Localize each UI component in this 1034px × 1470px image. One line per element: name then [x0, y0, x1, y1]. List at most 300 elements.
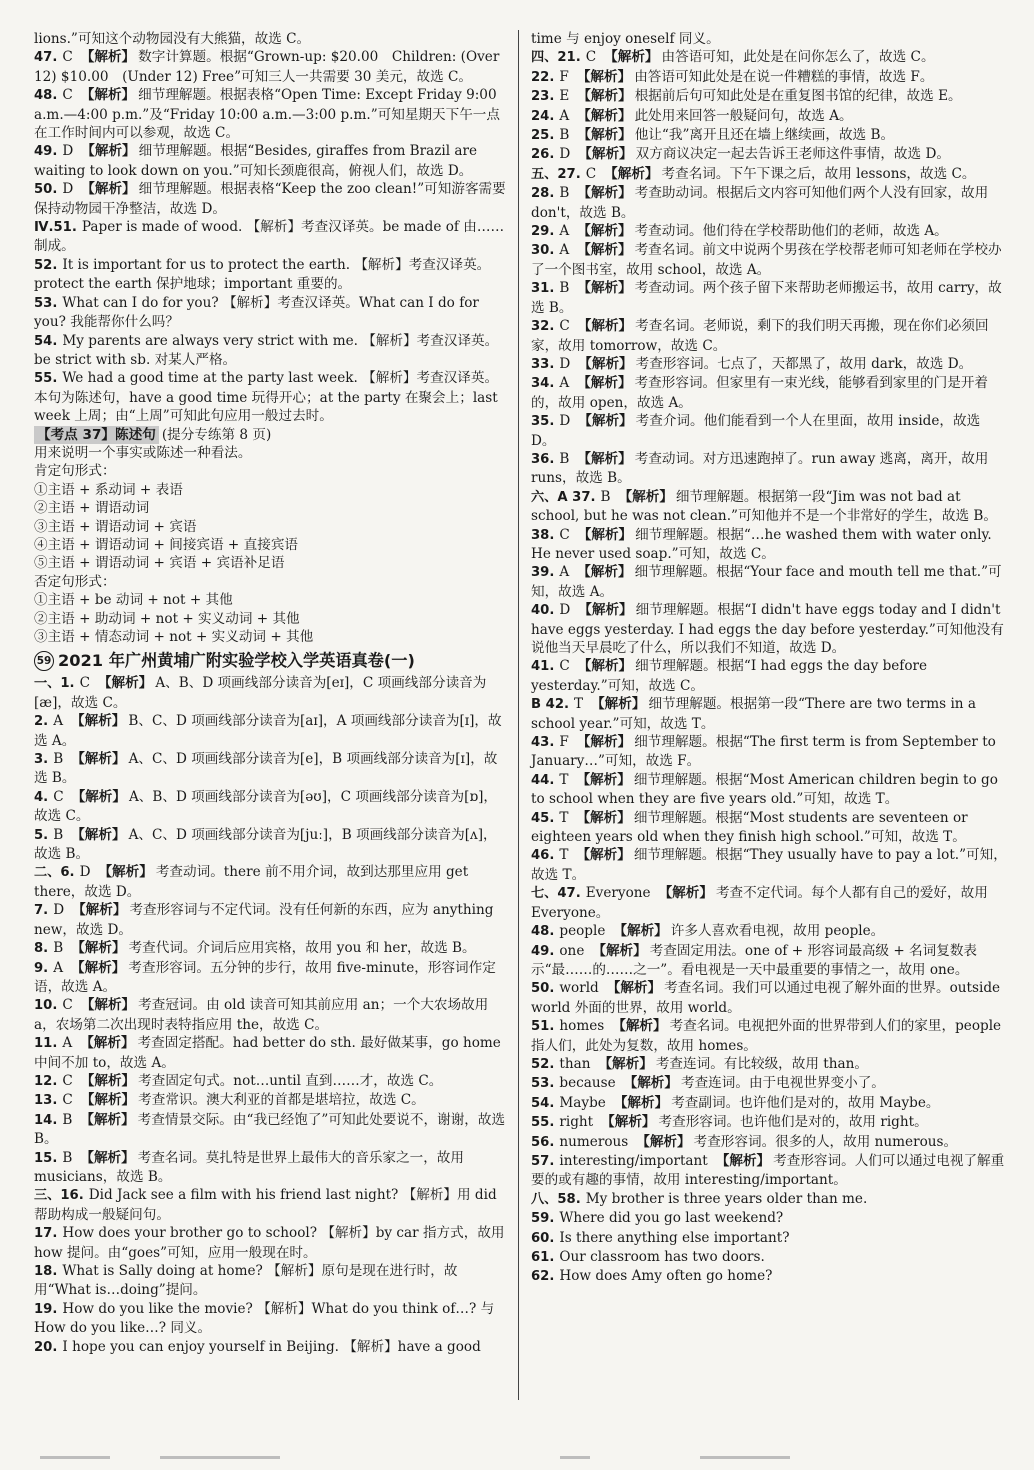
item-text: 细节理解题。根据“Most students are seventeen or eighteen years old when they finish high school.”可知，故选 T。 — [531, 809, 968, 846]
item-text: 考查形容词与不定代词。没有任何新的东西，应为 anything new，故选 D。 — [34, 902, 494, 938]
item-number: 41. — [531, 659, 555, 675]
analysis-tag: 【解析】 — [613, 923, 668, 940]
item-number: 57. — [531, 1153, 555, 1169]
edge-mark — [160, 1456, 280, 1459]
item-answer: B — [62, 1111, 73, 1128]
answer-item — [531, 107, 1007, 126]
item-answer: D — [559, 355, 571, 372]
analysis-tag: 【解析】 — [97, 675, 153, 692]
item-answer: B — [559, 185, 570, 202]
item-text: 考查连词。有比较级，故用 than。 — [655, 1055, 868, 1072]
item-text: 细节理解题。根据“I had eggs the day before yesterday.”可知，故选 C。 — [531, 658, 928, 694]
item-number: 三、16. — [34, 1188, 84, 1204]
scan-edge-marks — [0, 1450, 1034, 1470]
item-number: 28. — [531, 186, 555, 202]
exam-answer-list — [34, 674, 508, 1357]
note-line: ①主语 + be 动词 + not + 其他 — [34, 592, 233, 609]
item-text: 由答语可知，此处是在问你怎么了，故选 C。 — [661, 49, 935, 66]
item-text: How does Amy often go home? — [559, 1268, 773, 1285]
item-number: 49. — [531, 943, 555, 959]
analysis-tag: 【解析】 — [577, 526, 633, 543]
note-line: ④主语 + 谓语动词 + 间接宾语 + 直接宾语 — [34, 536, 299, 553]
item-text: 细节理解题。根据表格“Keep the zoo clean!”可知游客需要保持动物园干净整洁，故选 D。 — [34, 181, 506, 217]
item-text: 细节理解题。根据表格“Open Time: Except Friday 9:00 a.m.—4:00 p.m.”及“Friday 10:00 a.m.—3:00 p.m.”可知星期天下午一点在工作时间内可以参观，故选 C。 — [34, 87, 500, 142]
analysis-tag: 【解析】 — [658, 885, 713, 902]
analysis-tag: 【解析】 — [606, 980, 662, 997]
item-answer: C — [79, 675, 90, 692]
item-answer: F — [559, 68, 569, 85]
item-text: 细节理解题。根据“Besides, giraffes from Brazil are waiting to look down on you.”可知长颈鹿很高，俯视人们，故选 D。 — [34, 143, 478, 179]
answer-item — [34, 901, 508, 939]
item-answer: B — [62, 1149, 73, 1166]
left-answer-list — [34, 30, 508, 426]
item-text: 根据前后句可知此处是在重复图书馆的纪律，故选 E。 — [634, 88, 962, 105]
exam-title — [34, 650, 508, 672]
item-text: 考查固定搭配。had better do sth. 最好做某事，go home 中间不加 to，故选 A。 — [34, 1035, 501, 1071]
item-number: 八、58. — [531, 1191, 581, 1207]
answer-item — [531, 809, 1007, 847]
analysis-tag: 【解析】 — [577, 242, 632, 259]
item-text: 细节理解题。根据第一段“There are two terms in a school year.”可知，故选 T。 — [531, 696, 976, 732]
answer-item — [531, 30, 1007, 48]
answer-item — [531, 126, 1007, 145]
item-number: 35. — [531, 414, 555, 430]
answer-item — [531, 1248, 1007, 1267]
item-number: 53. — [531, 1076, 555, 1092]
answer-item — [531, 68, 1007, 87]
note-line: ②主语 + 助动词 + not + 实义动词 + 其他 — [34, 610, 300, 627]
item-number: 11. — [34, 1036, 58, 1052]
item-answer: T — [559, 847, 569, 864]
item-number: 23. — [531, 89, 555, 105]
item-answer: A — [559, 107, 570, 124]
item-text: 细节理解题。根据第一段“Jim was not bad at school, but he was not clean.”可知他并不是一个非常好的学生，故选 B。 — [531, 488, 997, 525]
item-number: 8. — [34, 941, 49, 957]
answer-item — [531, 942, 1007, 980]
right-column — [531, 30, 1007, 1287]
item-answer: A — [559, 242, 570, 259]
item-text: 考查动词。两个孩子留下来帮助老师搬运书，故用 carry，故选 B。 — [531, 280, 1002, 316]
answer-item — [34, 48, 508, 86]
answer-item — [34, 939, 508, 958]
item-text: 考查固定用法。one of + 形容词最高级 + 名词复数表示“最……的……之一”。看电视是一天中最重要的事情之一，故用 one。 — [531, 942, 978, 978]
analysis-tag: 【解析】 — [577, 185, 632, 202]
item-text: How do you like the movie? 【解析】What do you think of…? 与 How do you like…? 同义。 — [34, 1300, 495, 1337]
item-answer: D — [559, 602, 571, 619]
item-text: Is there anything else important? — [559, 1229, 790, 1246]
answer-item — [531, 1017, 1007, 1055]
answer-item — [531, 733, 1007, 771]
answer-item — [531, 222, 1007, 241]
column-divider — [518, 30, 519, 1400]
item-answer: B — [559, 127, 570, 144]
item-number: 36. — [531, 451, 555, 467]
analysis-tag: 【解析】 — [576, 734, 632, 751]
item-number: 13. — [34, 1093, 58, 1109]
item-text: 考查冠词。由 old 读音可知其前应用 an；一个大农场故用 a，农场第二次出现时表特指应用 the，故选 C。 — [34, 997, 489, 1033]
item-number: 31. — [531, 281, 555, 297]
item-answer: A — [559, 375, 570, 392]
item-text: 考查形容词。很多的人，故用 numerous。 — [693, 1133, 958, 1150]
item-number: B 42. — [531, 697, 570, 713]
analysis-tag: 【解析】 — [578, 146, 633, 163]
item-number: 53. — [34, 295, 58, 311]
item-number: Ⅳ.51. — [34, 220, 77, 236]
item-text: 考查形容词。但家里有一束光线，能够看到家里的门是开着的，故用 open，故选 A。 — [531, 375, 989, 411]
note-line: 用来说明一个事实或陈述一种看法。 — [34, 444, 252, 461]
analysis-tag: 【解析】 — [577, 318, 633, 335]
analysis-tag: 【解析】 — [71, 751, 126, 768]
item-answer: B — [600, 488, 611, 505]
item-text: time 与 enjoy oneself 同义。 — [531, 31, 720, 47]
answer-item — [34, 369, 508, 425]
analysis-tag: 【解析】 — [592, 942, 647, 959]
answer-item — [531, 1055, 1007, 1074]
answer-item — [531, 241, 1007, 279]
item-answer: B — [559, 280, 570, 297]
item-text: What can I do for you? 【解析】考查汉译英。What can I do for you? 我能帮你什么吗？ — [34, 294, 479, 331]
item-answer: C — [62, 997, 73, 1014]
analysis-tag: 【解析】 — [715, 1152, 771, 1169]
item-answer: C — [559, 526, 570, 543]
answer-item — [34, 826, 508, 864]
answer-item — [34, 788, 508, 826]
item-answer: B — [53, 826, 64, 843]
analysis-tag: 【解析】 — [80, 1072, 136, 1089]
item-number: 7. — [34, 903, 49, 919]
analysis-tag: 【解析】 — [577, 658, 633, 675]
answer-item — [531, 1229, 1007, 1248]
item-number: 五、27. — [531, 166, 581, 182]
answer-item — [531, 979, 1007, 1017]
analysis-tag: 【解析】 — [577, 88, 632, 105]
analysis-tag: 【解析】 — [80, 49, 136, 66]
item-answer: D — [559, 413, 571, 430]
item-text: 考查名词。电视把外面的世界带到人们的家里，people 指人们，此处为复数，故用 homes。 — [531, 1018, 1002, 1054]
item-number: 14. — [34, 1112, 58, 1128]
kaodian-tag: 【考点 37】陈述句 — [34, 426, 159, 444]
item-number: 52. — [531, 1056, 555, 1072]
item-text: 他让“我”离开且还在墙上继续画，故选 B。 — [634, 127, 895, 144]
item-text: 双方商议决定一起去告诉王老师这件事情，故选 D。 — [635, 146, 950, 163]
item-text: How does your brother go to school? 【解析】by car 指方式，故用 how 提问。由“goes”可知，应用一般现在时。 — [34, 1225, 505, 1261]
answer-item — [531, 884, 1007, 922]
answer-item — [34, 1300, 508, 1338]
item-answer: A — [62, 1035, 73, 1052]
answer-item — [34, 1338, 508, 1357]
analysis-tag: 【解析】 — [81, 143, 136, 160]
item-text: A、C、D 项画线部分读音为[juː]，B 项画线部分读音为[ʌ]，故选 B。 — [34, 826, 497, 863]
answer-item — [531, 374, 1007, 412]
item-text: 考查形容词。五分钟的步行，故用 five-minute，形容词作定语，故选 A。 — [34, 959, 496, 995]
item-number: 33. — [531, 356, 555, 372]
answer-item — [34, 1072, 508, 1091]
item-text: A、C、D 项画线部分读音为[e]，B 项画线部分读音为[ɪ]，故选 B。 — [34, 751, 498, 787]
answer-item — [34, 86, 508, 142]
item-number: 3. — [34, 752, 49, 768]
right-answer-list — [531, 30, 1007, 1287]
item-number: 24. — [531, 108, 555, 124]
item-number: 39. — [531, 565, 555, 581]
edge-mark — [700, 1456, 790, 1459]
item-answer: numerous — [559, 1133, 629, 1150]
item-answer: E — [559, 88, 570, 105]
item-number: 22. — [531, 69, 555, 85]
analysis-tag: 【解析】 — [604, 49, 659, 66]
analysis-tag: 【解析】 — [80, 1111, 135, 1128]
item-answer: T — [559, 809, 569, 826]
item-number: 10. — [34, 998, 58, 1014]
item-number: 七、47. — [531, 886, 581, 902]
item-number: 12. — [34, 1073, 58, 1089]
answer-item — [34, 1149, 508, 1187]
item-answer: B — [53, 751, 64, 768]
analysis-tag: 【解析】 — [71, 713, 126, 730]
answer-item — [531, 922, 1007, 941]
item-number: 40. — [531, 603, 555, 619]
item-text: 由答语可知此处是在说一件糟糕的事情，故选 F。 — [634, 68, 934, 85]
item-text: What is Sally doing at home? 【解析】原句是现在进行时，故用“What is…doing”提问。 — [34, 1263, 458, 1299]
item-answer: D — [79, 864, 91, 881]
item-text: Our classroom has two doors. — [559, 1249, 765, 1265]
item-number: 55. — [34, 371, 58, 387]
item-text: Where did you go last weekend? — [559, 1210, 784, 1227]
answer-item — [531, 695, 1007, 733]
note-line: ③主语 + 情态动词 + not + 实义动词 + 其他 — [34, 629, 314, 645]
item-number: 19. — [34, 1301, 58, 1317]
answer-item — [531, 87, 1007, 106]
kaodian-heading — [34, 426, 508, 444]
item-answer: C — [53, 788, 64, 805]
item-number: 38. — [531, 527, 555, 543]
item-answer: B — [53, 940, 64, 957]
analysis-tag: 【解析】 — [578, 355, 633, 372]
item-answer: B — [559, 450, 570, 467]
answer-item — [531, 488, 1007, 526]
exam-number-badge: 59 — [34, 651, 54, 671]
item-text: 细节理解题。根据“I didn't have eggs today and I didn't have eggs yesterday. I had eggs the day before yesterday.”可知他没有说他当天早晨吃了什么，所以我们不知道，故选 D。 — [531, 602, 1004, 656]
answer-item — [34, 674, 508, 712]
analysis-tag: 【解析】 — [604, 165, 659, 182]
answer-item — [34, 1111, 508, 1149]
item-text: A、B、D 项画线部分读音为[eɪ]，C 项画线部分读音为[æ]，故选 C。 — [34, 675, 487, 711]
note-line: ①主语 + 系动词 + 表语 — [34, 481, 183, 498]
answer-item — [34, 30, 508, 48]
answer-item — [531, 771, 1007, 809]
answer-item — [531, 1094, 1007, 1113]
analysis-tag: 【解析】 — [576, 68, 632, 85]
item-answer: D — [559, 146, 571, 163]
note-line: ③主语 + 谓语动词 + 宾语 — [34, 518, 197, 535]
item-answer: D — [62, 181, 74, 198]
answer-item — [531, 1209, 1007, 1228]
item-number: 47. — [34, 50, 58, 66]
item-number: 62. — [531, 1269, 555, 1285]
item-answer: people — [559, 923, 606, 940]
answer-item — [531, 1152, 1007, 1190]
answer-item — [34, 863, 508, 901]
answer-item — [531, 1074, 1007, 1093]
item-number: 48. — [531, 924, 555, 940]
answer-item — [531, 184, 1007, 222]
item-text: 细节理解题。根据“…he washed them with water only. He never used soap.”可知，故选 C。 — [531, 526, 992, 562]
item-answer: world — [559, 980, 599, 997]
item-number: 49. — [34, 144, 58, 160]
answer-item — [34, 332, 508, 370]
note-line: 否定句形式： — [34, 573, 116, 590]
item-text: My parents are always very strict with me. 【解析】考查汉译英。be strict with sb. 对某人严格。 — [34, 332, 499, 368]
item-answer: C — [62, 49, 73, 66]
analysis-tag: 【解析】 — [601, 1114, 656, 1131]
item-answer: D — [62, 143, 74, 160]
item-answer: C — [585, 165, 597, 182]
analysis-tag: 【解析】 — [577, 280, 632, 297]
item-text: 考查名词。前文中说两个男孩在学校帮老师可知老师在学校办了一个图书室，故用 school，故选 A。 — [531, 242, 1002, 278]
item-answer: C — [62, 1072, 73, 1089]
analysis-tag: 【解析】 — [80, 1035, 135, 1052]
item-text: 考查常识。澳大利亚的首都是堪培拉，故选 C。 — [138, 1092, 425, 1109]
item-text: 考查情景交际。由“我已经饱了”可知此处要说不，谢谢，故选 B。 — [34, 1111, 506, 1148]
item-text: 考查副词。也许他们是对的，故用 Maybe。 — [671, 1094, 940, 1111]
answer-item — [531, 279, 1007, 317]
item-text: B、C、D 项画线部分读音为[aɪ]，A 项画线部分读音为[ɪ]，故选 A。 — [34, 713, 502, 749]
item-number: 15. — [34, 1150, 58, 1166]
item-number: 26. — [531, 147, 555, 163]
edge-mark — [560, 1456, 590, 1459]
item-answer: interesting/important — [559, 1152, 708, 1169]
item-answer: A — [559, 223, 570, 240]
item-number: 32. — [531, 319, 555, 335]
analysis-tag: 【解析】 — [577, 375, 632, 392]
item-text: A、B、D 项画线部分读音为[əʊ]，C 项画线部分读音为[ɒ]，故选 C。 — [34, 788, 497, 825]
answer-item — [34, 750, 508, 788]
analysis-tag: 【解析】 — [71, 940, 126, 957]
item-text: lions.”可知这个动物园没有大熊猫，故选 C。 — [34, 31, 311, 47]
analysis-tag: 【解析】 — [80, 87, 136, 104]
answer-item — [531, 145, 1007, 164]
item-answer: homes — [559, 1018, 605, 1035]
analysis-tag: 【解析】 — [577, 564, 632, 581]
item-answer: one — [559, 942, 585, 959]
item-number: 56. — [531, 1134, 555, 1150]
item-number: 17. — [34, 1226, 58, 1242]
item-text: 此处用来回答一般疑问句，故选 A。 — [634, 107, 853, 124]
item-text: 考查形容词。人们可以通过电视了解重要的或有趣的事情，故用 interesting/important。 — [531, 1152, 1005, 1189]
answer-item — [531, 1133, 1007, 1152]
analysis-tag: 【解析】 — [577, 450, 632, 467]
answer-item — [34, 712, 508, 750]
item-number: 25. — [531, 128, 555, 144]
item-text: 考查不定代词。每个人都有自己的爱好，故用 Everyone。 — [531, 885, 988, 921]
item-text: 考查介词。他们能看到一个人在里面，故用 inside，故选 D。 — [531, 413, 981, 449]
analysis-tag: 【解析】 — [613, 1094, 669, 1111]
item-answer: C — [62, 87, 73, 104]
item-answer: A — [53, 959, 64, 976]
answer-item — [34, 256, 508, 294]
answer-item — [531, 412, 1007, 450]
item-answer: A — [53, 713, 64, 730]
item-text: Did Jack see a film with his friend last night? 【解析】用 did 帮助构成一般疑问句。 — [34, 1187, 497, 1223]
item-text: 考查名词。老师说，剩下的我们明天再搬，现在你们必须回家，故用 tomorrow，故选 C。 — [531, 318, 989, 354]
item-answer: T — [574, 696, 584, 713]
item-answer: C — [62, 1092, 73, 1109]
item-number: 51. — [531, 1019, 555, 1035]
analysis-tag: 【解析】 — [80, 1149, 135, 1166]
answer-item — [34, 180, 508, 218]
answer-item — [531, 563, 1007, 601]
analysis-tag: 【解析】 — [81, 181, 136, 198]
note-line: ⑤主语 + 谓语动词 + 宾语 + 宾语补足语 — [34, 555, 285, 572]
item-text: 考查动词。对方迅速跑掉了。run away 逃离，离开，故用 runs，故选 B。 — [531, 450, 989, 487]
item-text: 考查代词。介词后应用宾格，故用 you 和 her，故选 B。 — [128, 940, 476, 957]
answer-item — [531, 450, 1007, 488]
item-number: 45. — [531, 810, 555, 826]
item-text: We had a good time at the party last week. 【解析】考查汉译英。本句为陈述句，have a good time 玩得开心；at the party 在聚会上；last week 上周；由“上周”可知此句应用一般过去时。 — [34, 370, 499, 425]
item-answer: than — [559, 1055, 591, 1072]
item-text: 细节理解题。根据“The first term is from September to January…”可知，故选 F。 — [531, 734, 996, 770]
analysis-tag: 【解析】 — [576, 809, 631, 826]
analysis-tag: 【解析】 — [578, 413, 633, 430]
item-number: 9. — [34, 960, 49, 976]
item-text: 数字计算题。根据“Grown-up: $20.00 Children: (Over 12) $10.00 (Under 12) Free”可知三人一共需要 30 美元，故选 C。 — [34, 49, 500, 85]
left-column — [34, 30, 508, 1357]
exam-title-text: 2021 年广州黄埔广附实验学校入学英语真卷(一) — [58, 651, 415, 671]
analysis-tag: 【解析】 — [576, 847, 631, 864]
answer-item — [531, 657, 1007, 695]
item-number: 59. — [531, 1211, 555, 1227]
item-number: 43. — [531, 735, 555, 751]
answer-item — [531, 846, 1007, 884]
item-number: 55. — [531, 1115, 555, 1131]
answer-item — [531, 165, 1007, 184]
item-answer: F — [559, 734, 569, 751]
item-text: 考查动词。他们待在学校帮助他们的老师，故选 A。 — [634, 223, 948, 240]
item-text: My brother is three years older than me. — [585, 1190, 868, 1207]
answer-item — [34, 142, 508, 180]
answer-item — [34, 1034, 508, 1072]
item-number: 2. — [34, 714, 49, 730]
item-number: 18. — [34, 1264, 58, 1279]
answer-item — [531, 601, 1007, 657]
analysis-tag: 【解析】 — [618, 488, 673, 505]
answer-item — [34, 218, 508, 256]
analysis-tag: 【解析】 — [80, 1092, 136, 1109]
answer-item — [531, 1190, 1007, 1209]
answer-item — [34, 1262, 508, 1300]
item-text: 考查名词。下午下课之后，故用 lessons，故选 C。 — [661, 165, 976, 182]
analysis-tag: 【解析】 — [98, 864, 153, 881]
analysis-tag: 【解析】 — [577, 127, 632, 144]
item-text: 细节理解题。根据“Your face and mouth tell me that.”可知，故选 A。 — [531, 564, 1002, 600]
analysis-tag: 【解析】 — [598, 1055, 653, 1072]
analysis-tag: 【解析】 — [71, 826, 126, 843]
answer-item — [34, 1224, 508, 1262]
item-text: 考查名词。莫扎特是世界上最伟大的音乐家之一，故用 musicians，故选 B。 — [34, 1149, 464, 1185]
item-number: 4. — [34, 789, 49, 805]
kaodian-notes — [34, 444, 508, 646]
item-text: It is important for us to protect the earth. 【解析】考查汉译英。protect the earth 保护地球；important 重要的。 — [34, 256, 491, 293]
answer-item — [34, 1091, 508, 1110]
answer-item — [531, 1267, 1007, 1286]
item-number: 六、A 37. — [531, 489, 596, 505]
item-text: 考查连词。由于电视世界变小了。 — [681, 1075, 885, 1092]
item-answer: Everyone — [585, 885, 651, 902]
analysis-tag: 【解析】 — [578, 602, 633, 619]
answer-item — [531, 48, 1007, 67]
item-answer: Maybe — [559, 1094, 606, 1111]
item-text: 考查形容词。也许他们是对的，故用 right。 — [658, 1114, 928, 1131]
answer-item — [531, 526, 1007, 564]
